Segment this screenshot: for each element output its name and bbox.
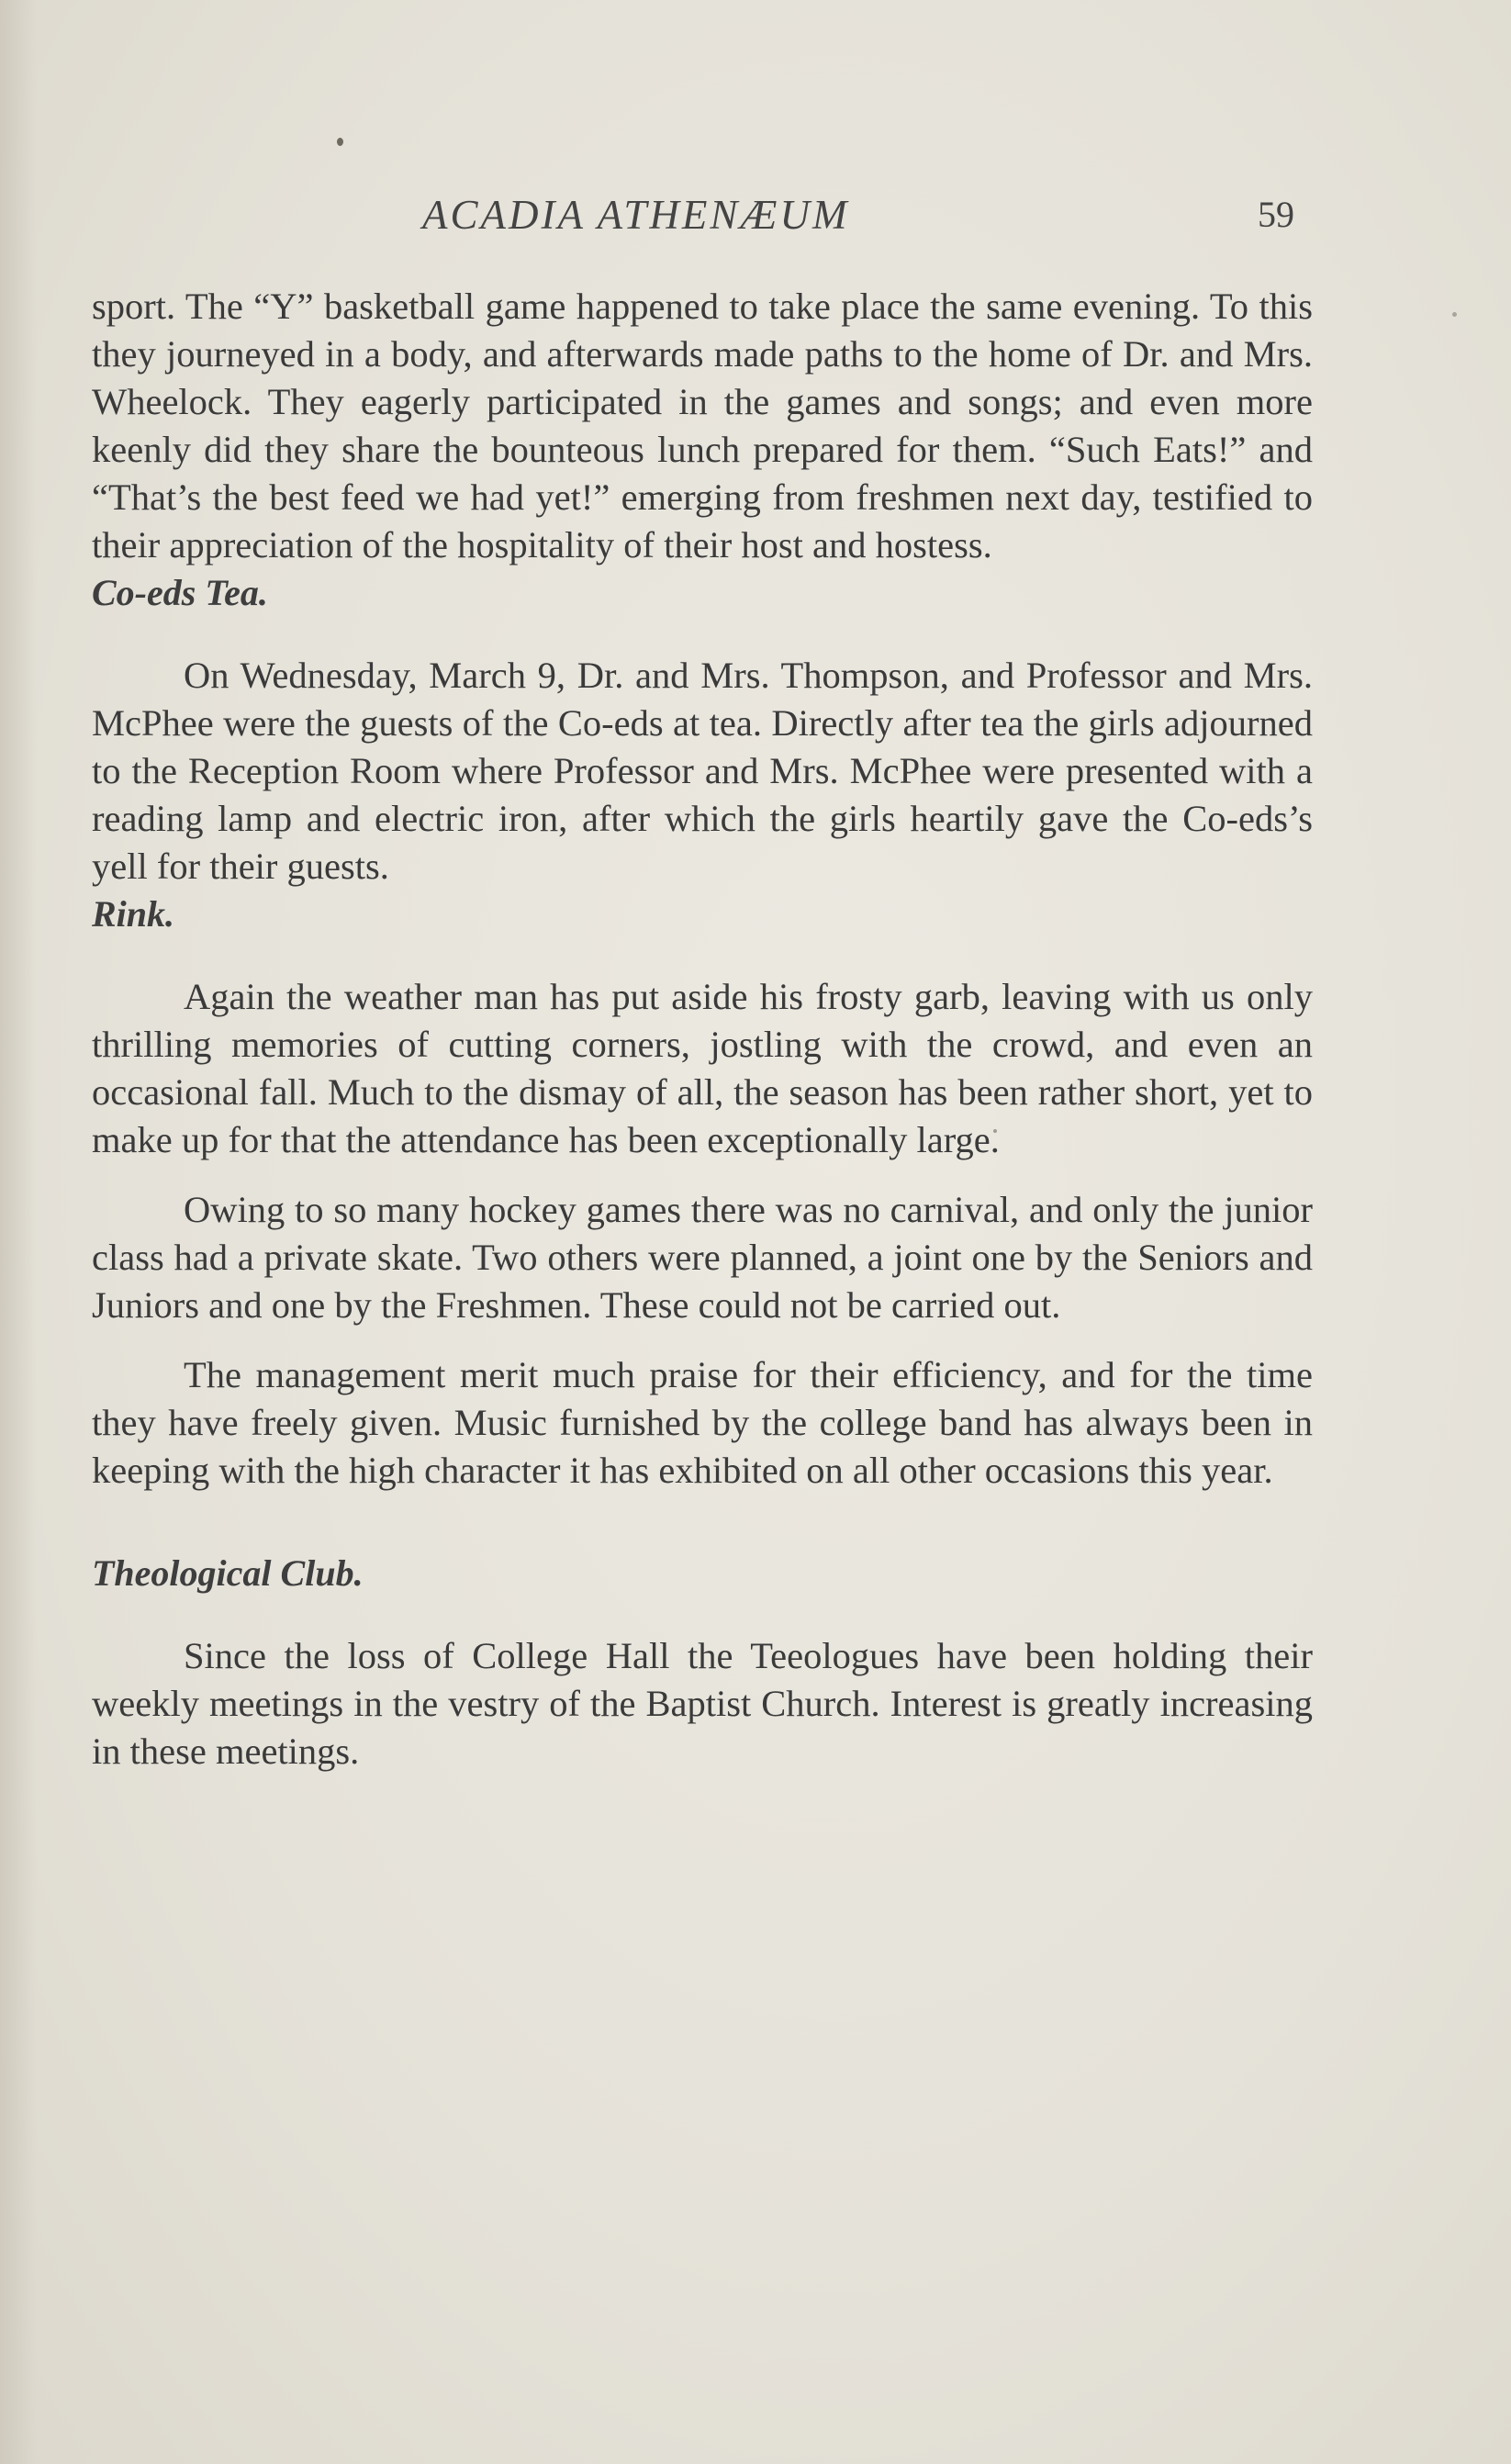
paragraph-theological-club: Since the loss of College Hall the Teeologues have been holding their weekly meetings in the vestry of the Baptist Church. Interest is greatly increasing in these meetings. [92,1635,1313,1772]
paragraph-sport: sport. The “Y” basketball game happened to take place the same evening. To this they journeyed in a body, and afterwards made paths to the home of Dr. and Mrs. Wheelock. They eagerly participated in the games and songs; and even more keenly did they share the bounteous lunch prepared for them. “Such Eats!” and “That’s the best feed we had yet!” emerging from freshmen next day, testified to their appreciation of the hospitality of their host and hostess. [92,286,1313,566]
paragraph-rink-management: The management merit much praise for their efficiency, and for the time they have freely given. Music furnished by the college band has always been in keeping with the high character it has exhibited on all other occasions this year. [92,1354,1313,1491]
paragraph-rink-carnival: Owing to so many hockey games there was no carnival, and only the junior class had a private skate. Two others were planned, a joint one by the Seniors and Juniors and one by the Freshmen. These could not be carried out. [92,1189,1313,1326]
section-heading-coeds-tea: Co-eds Tea. [92,572,268,613]
spacer [92,1597,1313,1632]
section-heading-rink: Rink. [92,893,175,935]
spacer [92,938,1313,973]
section-heading-theological-club: Theological Club. [92,1552,364,1594]
ink-speck [337,138,343,146]
spacer [92,1495,1313,1550]
spacer [92,1329,1313,1351]
running-title: ACADIA ATHENÆUM [422,192,850,238]
ink-speck [1452,312,1457,317]
spacer [92,617,1313,652]
page-number: 59 [1258,194,1294,235]
page-edge-shadow [0,0,37,2464]
paragraph-coeds-tea: On Wednesday, March 9, Dr. and Mrs. Thompson, and Professor and Mrs. McPhee were the guests of the Co-eds at tea. Directly after tea the girls adjourned to the Reception Room where Professor and Mrs. McPhee were presented with a reading lamp and electric iron, after which the girls heartily gave the Co-eds’s yell for their guests. [92,655,1313,887]
spacer [92,1164,1313,1186]
paragraph-rink-weather: Again the weather man has put aside his frosty garb, leaving with us only thrilling memories of cutting corners, jostling with the crowd, and even an occasional fall. Much to the dismay of all, the season has been rather short, yet to make up for that the attendance has been exceptionally large. [92,976,1313,1160]
article-body [92,283,1313,1775]
page-header [0,191,1511,246]
